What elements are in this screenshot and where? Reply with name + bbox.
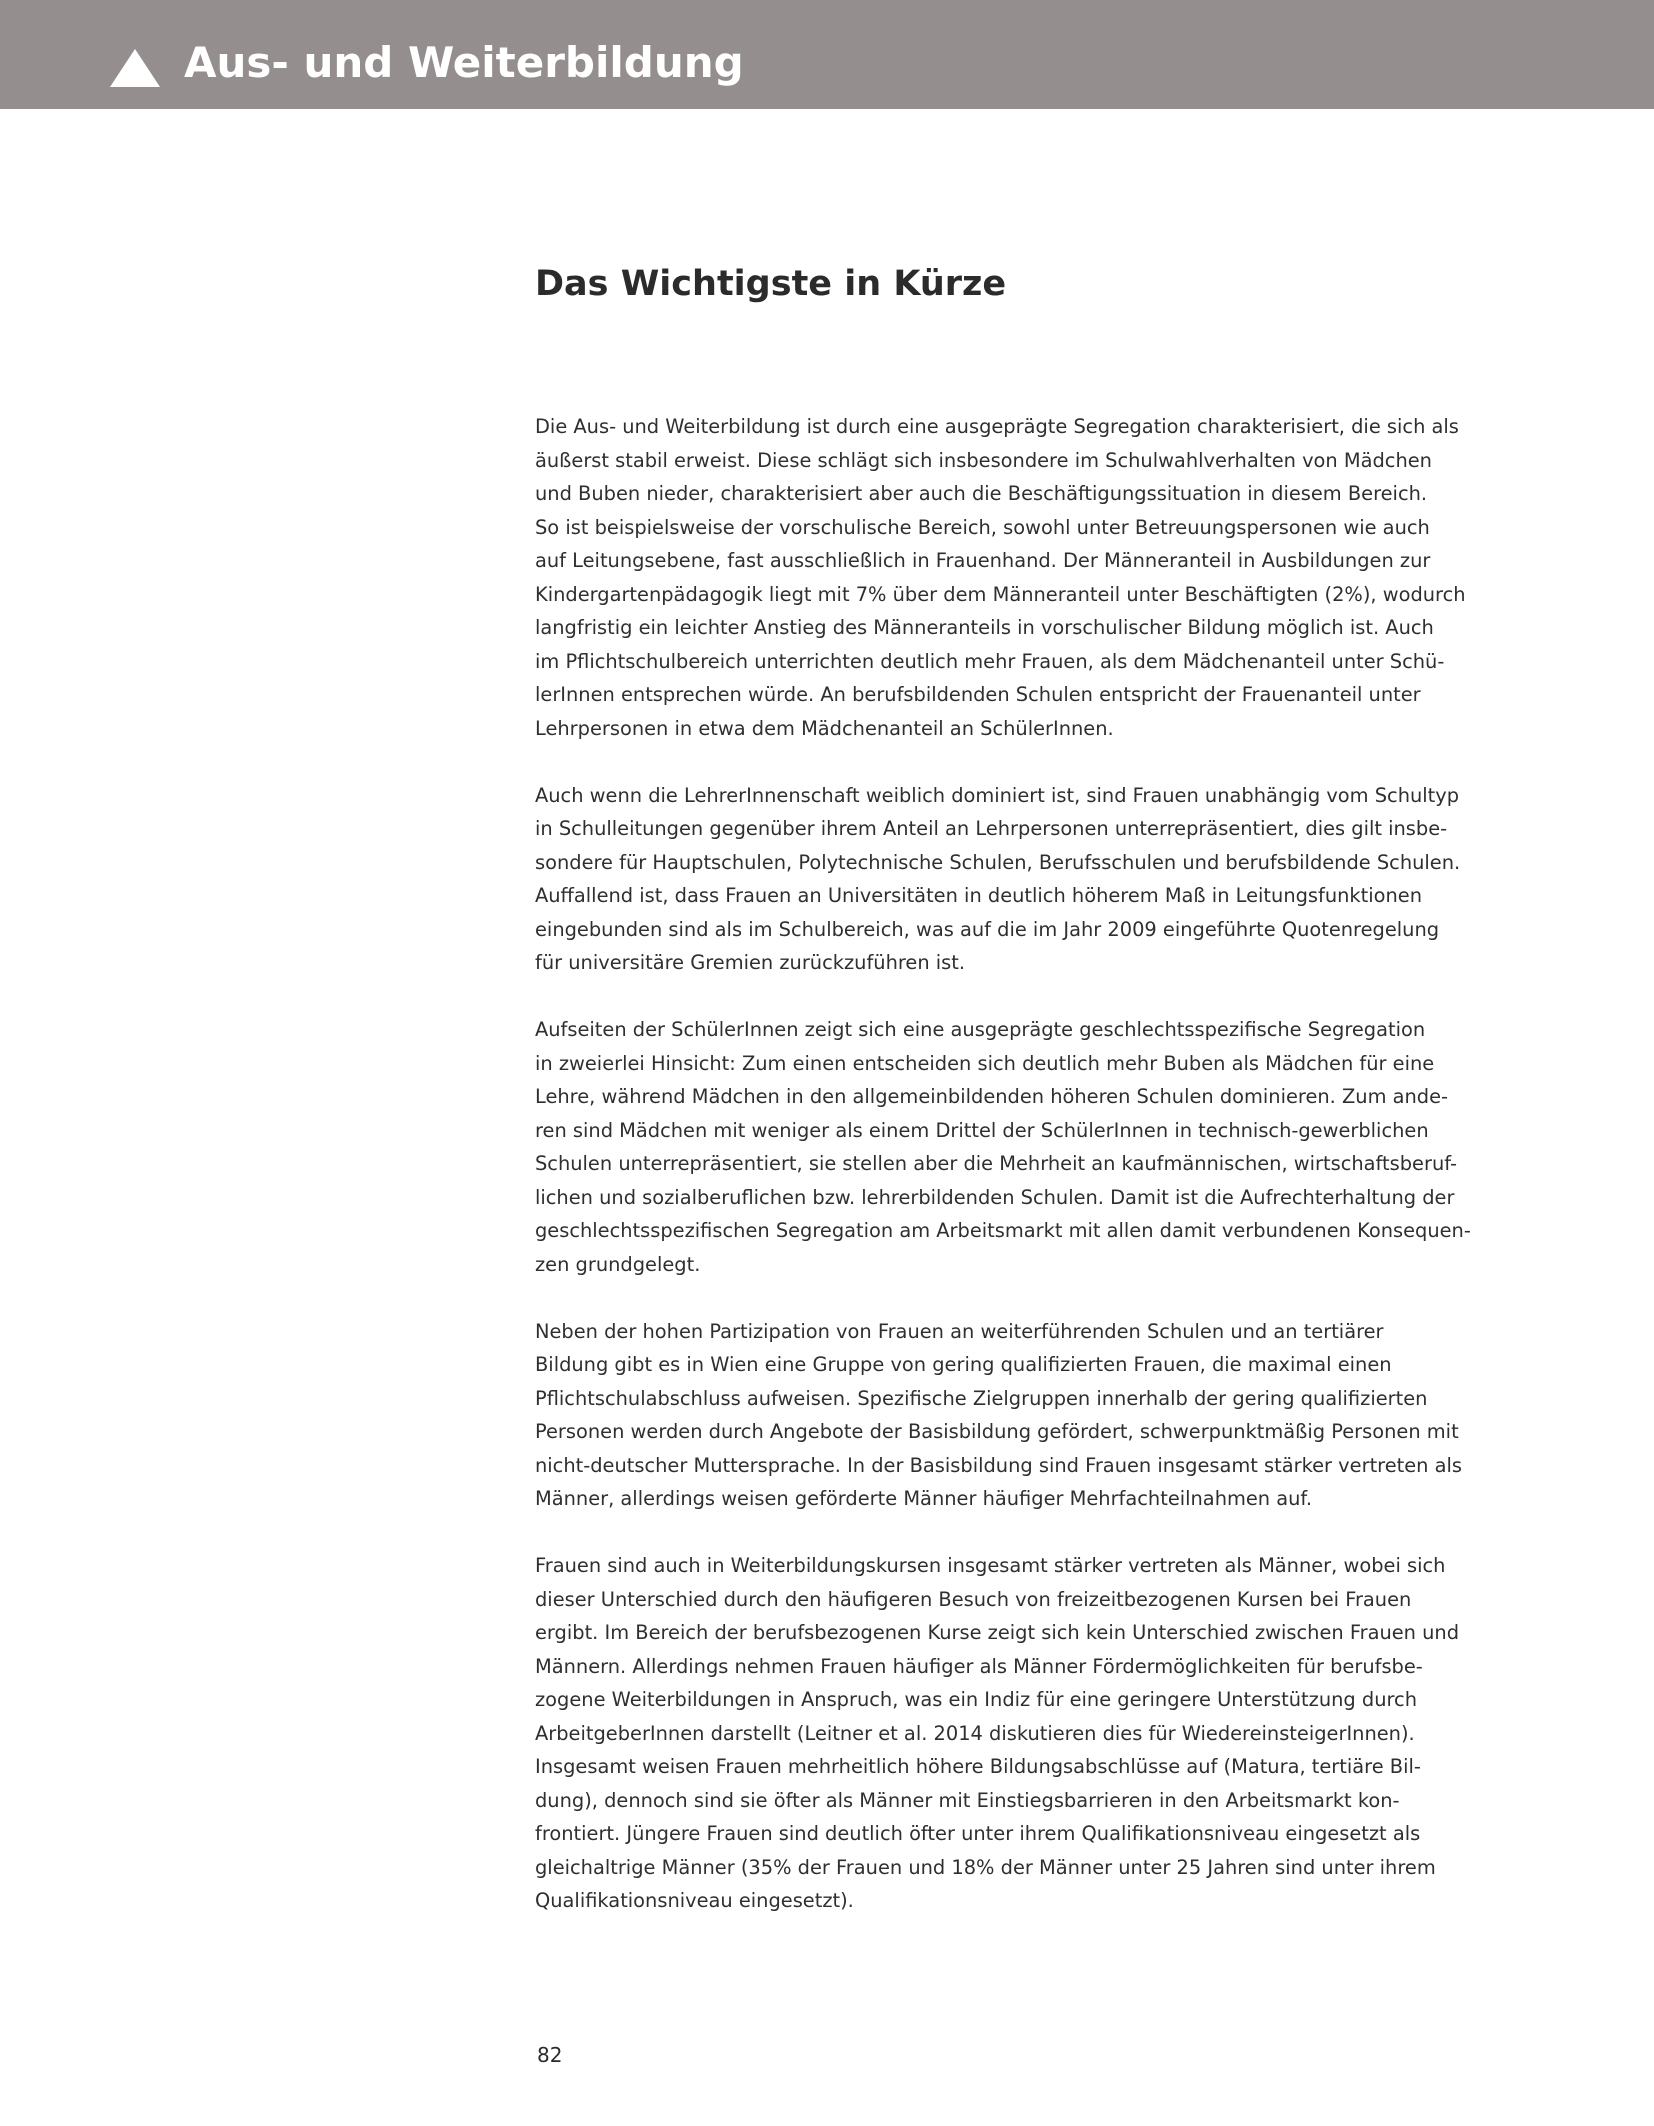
triangle-up-icon (110, 49, 160, 87)
body-paragraph (535, 1549, 1485, 1918)
text-line: Auffallend ist, dass Frauen an Universitäten in deutlich höherem Maß in Leitungsfunktionen (535, 884, 1423, 907)
text-line: nicht-deutscher Muttersprache. In der Basisbildung sind Frauen insgesamt stärker vertreten als (535, 1453, 1462, 1477)
text-line: Kindergartenpädagogik liegt mit 7% über dem Männeranteil unter Beschäftigten (2%), wodurch (535, 582, 1466, 606)
text-line: Lehrpersonen in etwa dem Mädchenanteil an SchülerInnen. (535, 716, 1114, 740)
text-line: gleichaltrige Männer (35% der Frauen und 18% der Männer unter 25 Jahren sind unter ihrem (535, 1855, 1436, 1879)
text-line: Lehre, während Mädchen in den allgemeinbildenden höheren Schulen dominieren. Zum ande- (535, 1085, 1449, 1108)
page-number: 82 (537, 2043, 563, 2067)
text-line: Männer, allerdings weisen geförderte Männer häufiger Mehrfachteilnahmen auf. (535, 1487, 1313, 1510)
text-line: Auch wenn die LehrerInnenschaft weiblich dominiert ist, sind Frauen unabhängig vom Schultyp (535, 783, 1460, 807)
section-heading: Das Wichtigste in Kürze (535, 264, 1007, 304)
text-line: äußerst stabil erweist. Diese schlägt sich insbesondere im Schulwahlverhalten von Mädchen (535, 448, 1432, 472)
chapter-header-bar (0, 0, 1654, 109)
text-line: eingebunden sind als im Schulbereich, was auf die im Jahr 2009 eingeführte Quotenregelung (535, 917, 1440, 941)
text-line: zen grundgelegt. (535, 1252, 701, 1276)
text-line: sondere für Hauptschulen, Polytechnische Schulen, Berufsschulen und berufsbildende Schulen. (535, 850, 1461, 874)
body-paragraph (535, 410, 1485, 745)
text-line: geschlechtsspezifischen Segregation am Arbeitsmarkt mit allen damit verbundenen Konsequen- (535, 1219, 1471, 1242)
text-line: Die Aus- und Weiterbildung ist durch eine ausgeprägte Segregation charakterisiert, die sich als (535, 415, 1459, 438)
text-line: Qualifikationsniveau eingesetzt). (535, 1889, 854, 1912)
text-line: ren sind Mädchen mit weniger als einem Drittel der SchülerInnen in technisch-gewerblichen (535, 1118, 1429, 1142)
text-line: Personen werden durch Angebote der Basisbildung gefördert, schwerpunktmäßig Personen mit (535, 1420, 1459, 1443)
text-line: für universitäre Gremien zurückzuführen ist. (535, 951, 966, 974)
text-line: ergibt. Im Bereich der berufsbezogenen Kurse zeigt sich kein Unterschied zwischen Frauen und (535, 1621, 1460, 1644)
text-line: dung), dennoch sind sie öfter als Männer mit Einstiegsbarrieren in den Arbeitsmarkt kon- (535, 1788, 1400, 1812)
text-line: Schulen unterrepräsentiert, sie stellen aber die Mehrheit an kaufmännischen, wirtschaftsberuf- (535, 1152, 1457, 1175)
text-line: Aufseiten der SchülerInnen zeigt sich eine ausgeprägte geschlechtsspezifische Segregation (535, 1018, 1426, 1041)
text-line: dieser Unterschied durch den häufigeren Besuch von freizeitbezogenen Kursen bei Frauen (535, 1587, 1412, 1611)
text-line: lerInnen entsprechen würde. An berufsbildenden Schulen entspricht der Frauenanteil unter (535, 683, 1421, 706)
body-paragraph (535, 1013, 1485, 1281)
text-line: Bildung gibt es in Wien eine Gruppe von gering qualifizierten Frauen, die maximal einen (535, 1353, 1392, 1376)
text-line: Frauen sind auch in Weiterbildungskursen insgesamt stärker vertreten als Männer, wobei sich (535, 1554, 1446, 1577)
text-line: auf Leitungsebene, fast ausschließlich in Frauenhand. Der Männeranteil in Ausbildungen zur (535, 549, 1431, 572)
chapter-title: Aus- und Weiterbildung (184, 38, 744, 87)
text-line: So ist beispielsweise der vorschulische Bereich, sowohl unter Betreuungspersonen wie auch (535, 515, 1430, 539)
text-line: in Schulleitungen gegenüber ihrem Anteil an Lehrpersonen unterrepräsentiert, dies gilt insbe- (535, 817, 1448, 840)
text-line: Männern. Allerdings nehmen Frauen häufiger als Männer Fördermöglichkeiten für berufsbe- (535, 1654, 1423, 1678)
triangle-shape (110, 49, 160, 87)
text-line: ArbeitgeberInnen darstellt (Leitner et al. 2014 diskutieren dies für WiedereinsteigerInnen). (535, 1721, 1415, 1745)
text-line: im Pflichtschulbereich unterrichten deutlich mehr Frauen, als dem Mädchenanteil unter Schü- (535, 649, 1445, 673)
text-line: Insgesamt weisen Frauen mehrheitlich höhere Bildungsabschlüsse auf (Matura, tertiäre Bil- (535, 1755, 1421, 1778)
text-line: Pflichtschulabschluss aufweisen. Spezifische Zielgruppen innerhalb der gering qualifizierten (535, 1386, 1428, 1410)
body-paragraph (535, 1315, 1485, 1516)
text-line: und Buben nieder, charakterisiert aber auch die Beschäftigungssituation in diesem Bereich. (535, 482, 1428, 505)
text-line: lichen und sozialberuflichen bzw. lehrerbildenden Schulen. Damit ist die Aufrechterhaltung der (535, 1185, 1455, 1209)
text-line: langfristig ein leichter Anstieg des Männeranteils in vorschulischer Bildung möglich ist. Auch (535, 616, 1434, 639)
body-text (535, 410, 1485, 1951)
text-line: zogene Weiterbildungen in Anspruch, was ein Indiz für eine geringere Unterstützung durch (535, 1688, 1417, 1711)
text-line: Neben der hohen Partizipation von Frauen an weiterführenden Schulen und an tertiärer (535, 1319, 1384, 1343)
text-line: frontiert. Jüngere Frauen sind deutlich öfter unter ihrem Qualifikationsniveau eingesetzt als (535, 1822, 1421, 1845)
body-paragraph (535, 779, 1485, 980)
text-line: in zweierlei Hinsicht: Zum einen entscheiden sich deutlich mehr Buben als Mädchen für eine (535, 1051, 1435, 1075)
